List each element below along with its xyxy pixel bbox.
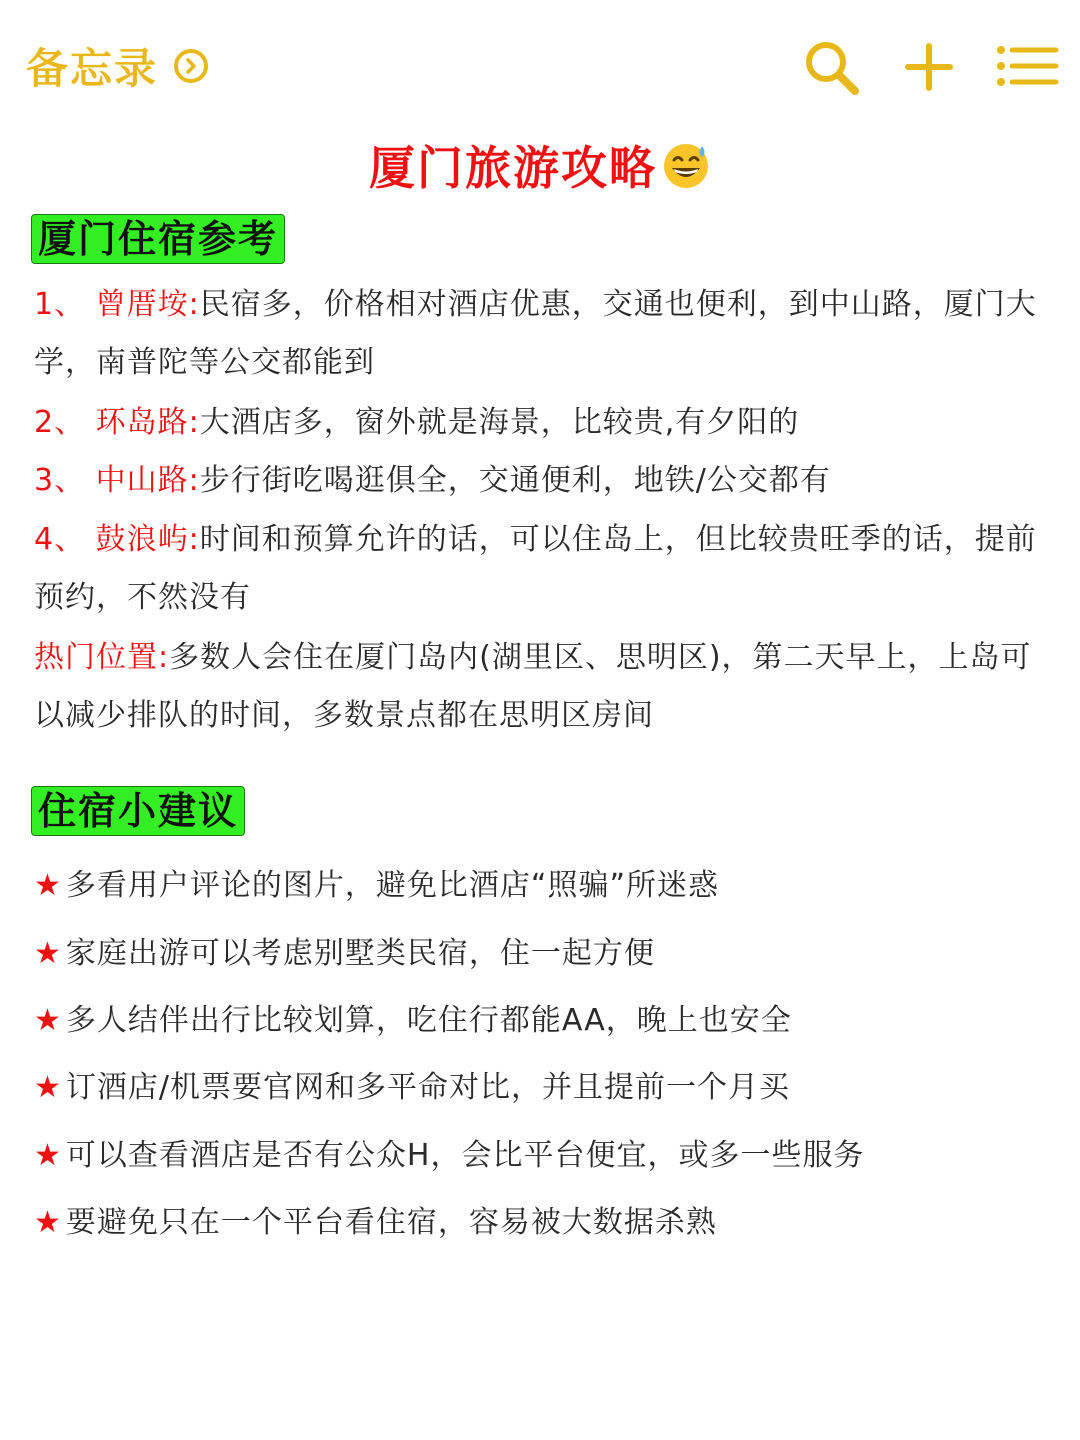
note-title: 厦门旅游攻略 [369,141,657,195]
note-title-row [0,132,1080,198]
lodging-item-text: 多数人会住在厦门岛内(湖里区、思明区)，第二天早上，上岛可以减少排队的时间，多数景点都在思明区房间 [34,640,1032,733]
lodging-item-text: 民宿多，价格相对酒店优惠，交通也便利，到中山路，厦门大学，南普陀等公交都能到 [34,287,1037,380]
grinning-sweat-emoji-icon [661,140,711,190]
star-icon: ★ [34,1070,62,1105]
tip-item [34,1068,1054,1108]
lodging-item-key: 热门位置: [34,640,170,675]
top-bar [0,0,1080,130]
lodging-item-text: 大酒店多，窗外就是海景，比较贵,有夕阳的 [199,405,800,440]
lodging-item-text: 步行街吃喝逛俱全，交通便利，地铁/公交都有 [199,463,831,498]
list-icon[interactable] [996,44,1060,92]
tip-item [34,934,1054,974]
star-icon: ★ [34,936,62,971]
lodging-item-key: 3、 中山路: [34,463,200,498]
lodging-item-hot-location [34,629,1054,745]
section-heading-tips: 住宿小建议 [31,786,245,836]
plus-icon[interactable] [904,42,954,96]
section-heading-lodging: 厦门住宿参考 [31,214,285,264]
tip-item [34,1203,1054,1243]
tip-item [34,1001,1054,1041]
lodging-item-4 [34,511,1054,627]
lodging-item-key: 2、 环岛路: [34,405,200,440]
lodging-item-key: 4、 鼓浪屿: [34,522,200,557]
tip-text: 多人结伴出行比较划算，吃住行都能AA，晚上也安全 [65,1003,792,1038]
tip-text: 多看用户评论的图片，避免比酒店“照骗”所迷惑 [65,868,719,903]
tip-text: 家庭出游可以考虑别墅类民宿，住一起方便 [65,936,655,971]
lodging-item-2 [34,394,1054,452]
star-icon: ★ [34,1205,62,1240]
star-icon: ★ [34,868,62,903]
lodging-item-text: 时间和预算允许的话，可以住岛上，但比较贵旺季的话，提前预约，不然没有 [34,522,1037,615]
tip-item [34,1136,1054,1176]
back-label: 备忘录 [26,44,159,93]
lodging-item-3 [34,452,1054,510]
star-icon: ★ [34,1138,62,1173]
tip-item [34,866,1054,906]
lodging-item-key: 1、 曾厝垵: [34,287,200,322]
chevron-right-icon [174,49,208,83]
tip-text: 可以查看酒店是否有公众H，会比平台便宜，或多一些服务 [65,1138,865,1173]
lodging-item-1 [34,276,1054,392]
star-icon: ★ [34,1003,62,1038]
tip-text: 要避免只在一个平台看住宿，容易被大数据杀熟 [65,1205,717,1240]
search-icon[interactable] [802,38,862,102]
tip-text: 订酒店/机票要官网和多平命对比，并且提前一个月买 [65,1070,791,1105]
back-to-notes-button[interactable] [26,36,208,96]
